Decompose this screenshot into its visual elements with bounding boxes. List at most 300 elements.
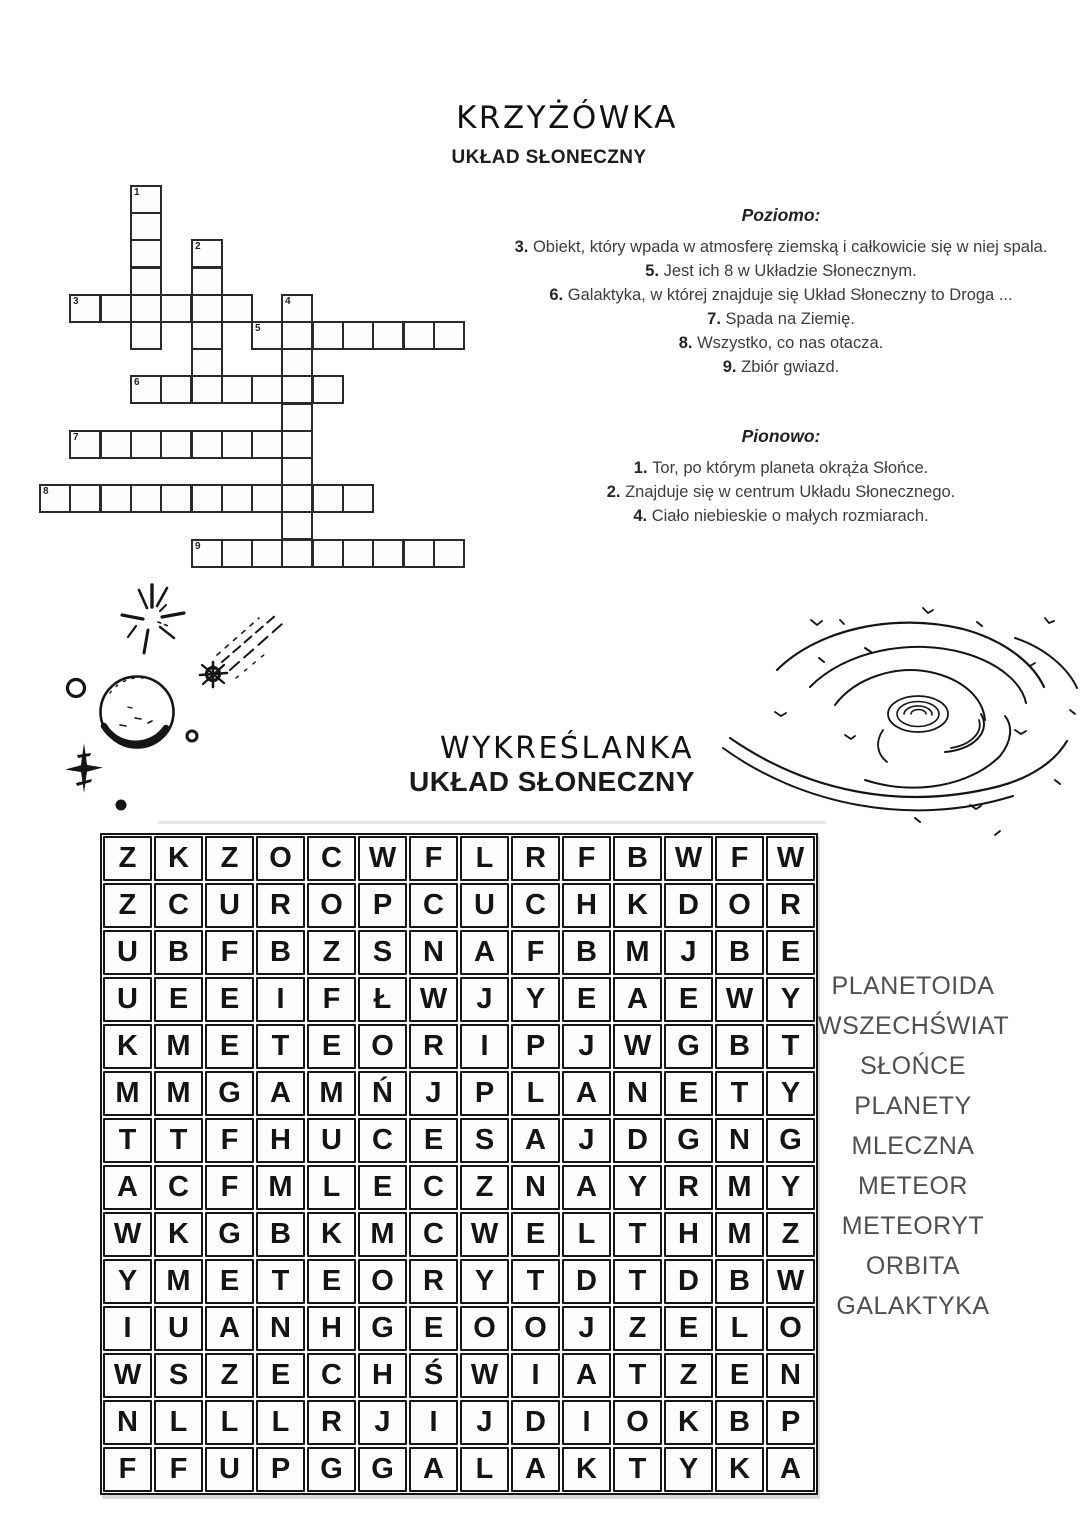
wordsearch-cell: L xyxy=(154,1400,203,1445)
wordsearch-cell: O xyxy=(613,1400,662,1445)
crossword-cell xyxy=(312,321,344,350)
wordsearch-cell: T xyxy=(613,1353,662,1398)
crossword-cell xyxy=(191,484,223,513)
wordsearch-cell: B xyxy=(613,836,662,881)
crossword-cell xyxy=(251,484,283,513)
wordsearch-cell: W xyxy=(103,1212,152,1257)
spiral-galaxy-icon xyxy=(723,608,1077,835)
wordsearch-word: WSZECHŚWIAT xyxy=(818,1012,1010,1040)
wordsearch-cell: Z xyxy=(103,883,152,928)
wordsearch-cell: T xyxy=(613,1259,662,1304)
clue-number: 8. xyxy=(678,334,698,352)
wordsearch-cell: S xyxy=(154,1353,203,1398)
wordsearch-cell: E xyxy=(766,930,815,975)
crossword-cell xyxy=(130,239,162,268)
wordsearch-cell: K xyxy=(307,1212,356,1257)
crossword-subtitle: UKŁAD SŁONECZNY xyxy=(451,147,647,168)
wordsearch-cell: O xyxy=(766,1306,815,1351)
wordsearch-cell: H xyxy=(307,1306,356,1351)
wordsearch-grid xyxy=(100,833,818,1495)
wordsearch-cell: N xyxy=(511,1165,560,1210)
wordsearch-cell: C xyxy=(409,1165,458,1210)
wordsearch-cell: I xyxy=(562,1400,611,1445)
crossword-cell xyxy=(130,321,162,350)
wordsearch-cell: A xyxy=(460,930,509,975)
wordsearch-cell: C xyxy=(409,1212,458,1257)
wordsearch-cell: M xyxy=(715,1212,764,1257)
wordsearch-cell: T xyxy=(613,1447,662,1492)
wordsearch-cell: F xyxy=(307,977,356,1022)
crossword-cell xyxy=(281,539,313,568)
wordsearch-cell: Y xyxy=(766,1165,815,1210)
crossword-cell xyxy=(191,539,223,568)
wordsearch-cell: J xyxy=(409,1071,458,1116)
comet-icon xyxy=(200,615,282,687)
wordsearch-cell: U xyxy=(460,883,509,928)
crossword-cell xyxy=(312,375,344,404)
crossword-cell xyxy=(372,539,404,568)
crossword-cell xyxy=(191,375,223,404)
crossword-cell xyxy=(130,185,162,214)
wordsearch-cell: U xyxy=(205,1447,254,1492)
wordsearch-cell: G xyxy=(664,1118,713,1163)
crossword-cell xyxy=(130,267,162,296)
wordsearch-cell: O xyxy=(307,883,356,928)
wordsearch-cell: P xyxy=(766,1400,815,1445)
wordsearch-cell: B xyxy=(256,1212,305,1257)
crossword-cell xyxy=(281,294,313,323)
wordsearch-cell: H xyxy=(562,883,611,928)
wordsearch-cell: U xyxy=(103,930,152,975)
wordsearch-cell: L xyxy=(562,1212,611,1257)
wordsearch-word: METEORYT xyxy=(841,1212,985,1240)
wordsearch-cell: Z xyxy=(460,1165,509,1210)
crossword-cell xyxy=(130,430,162,459)
wordsearch-title: WYKREŚLANKA xyxy=(439,731,695,766)
crossword-cell xyxy=(281,430,313,459)
wordsearch-cell: F xyxy=(205,1118,254,1163)
crossword-cell xyxy=(191,430,223,459)
clue-number: 9. xyxy=(722,358,742,376)
wordsearch-cell: G xyxy=(205,1071,254,1116)
crossword-cell-number: 3 xyxy=(73,296,79,307)
across-clue-list xyxy=(490,235,1072,379)
crossword-cell xyxy=(221,539,253,568)
wordsearch-cell: K xyxy=(103,1024,152,1069)
wordsearch-cell: Ń xyxy=(358,1071,407,1116)
clue-text: Spada na Ziemię. xyxy=(725,310,855,328)
wordsearch-cell: Y xyxy=(766,1071,815,1116)
wordsearch-cell: N xyxy=(613,1071,662,1116)
wordsearch-cell: W xyxy=(460,1212,509,1257)
crossword-cell-number: 9 xyxy=(195,541,201,552)
wordsearch-cell: L xyxy=(256,1400,305,1445)
wordsearch-cell: A xyxy=(562,1165,611,1210)
clue-number: 7. xyxy=(707,310,726,328)
wordsearch-cell: H xyxy=(358,1353,407,1398)
wordsearch-cell: N xyxy=(409,930,458,975)
wordsearch-cell: T xyxy=(256,1259,305,1304)
wordsearch-cell: T xyxy=(511,1259,560,1304)
wordsearch-cell: L xyxy=(205,1400,254,1445)
crossword-cell xyxy=(191,348,223,377)
clue-text: Obiekt, który wpada w atmosferę ziemską i całkowicie się w niej spala. xyxy=(532,238,1048,256)
across-clue xyxy=(490,259,1072,283)
wordsearch-word: PLANETOIDA xyxy=(831,972,995,1000)
wordsearch-cell: F xyxy=(562,836,611,881)
wordsearch-cell: Y xyxy=(664,1447,713,1492)
wordsearch-cell: J xyxy=(562,1024,611,1069)
wordsearch-cell: N xyxy=(766,1353,815,1398)
wordsearch-cell: F xyxy=(205,930,254,975)
crossword-cell xyxy=(100,430,132,459)
wordsearch-cell: D xyxy=(664,1259,713,1304)
wordsearch-cell: E xyxy=(664,1306,713,1351)
crossword-cell xyxy=(403,321,435,350)
wordsearch-cell: M xyxy=(154,1259,203,1304)
wordsearch-cell: B xyxy=(715,1024,764,1069)
crossword-cell xyxy=(191,321,223,350)
crossword-cell xyxy=(281,457,313,486)
wordsearch-cell: U xyxy=(307,1118,356,1163)
wordsearch-cell: D xyxy=(664,883,713,928)
wordsearch-cell: K xyxy=(154,1212,203,1257)
crossword-cell xyxy=(130,375,162,404)
wordsearch-cell: F xyxy=(511,930,560,975)
crossword-cell xyxy=(69,430,101,459)
crossword-cell xyxy=(130,484,162,513)
crossword-cell-number: 5 xyxy=(255,323,261,334)
wordsearch-cell: Z xyxy=(613,1306,662,1351)
wordsearch-cell: W xyxy=(358,836,407,881)
crossword-cell-number: 1 xyxy=(134,187,140,198)
wordsearch-cell: B xyxy=(715,930,764,975)
wordsearch-cell: I xyxy=(511,1353,560,1398)
wordsearch-cell: F xyxy=(103,1447,152,1492)
crossword-cell xyxy=(160,294,192,323)
wordsearch-cell: Y xyxy=(511,977,560,1022)
wordsearch-cell: C xyxy=(307,836,356,881)
wordsearch-cell: R xyxy=(409,1259,458,1304)
wordsearch-cell: M xyxy=(307,1071,356,1116)
wordsearch-cell: E xyxy=(256,1353,305,1398)
wordsearch-cell: W xyxy=(409,977,458,1022)
wordsearch-cell: L xyxy=(511,1071,560,1116)
wordsearch-cell: G xyxy=(358,1447,407,1492)
wordsearch-cell: T xyxy=(715,1071,764,1116)
wordsearch-cell: T xyxy=(103,1118,152,1163)
wordsearch-cell: W xyxy=(103,1353,152,1398)
wordsearch-cell: R xyxy=(256,883,305,928)
crossword-cell xyxy=(342,539,374,568)
crossword-cell xyxy=(403,539,435,568)
crossword-cell-number: 6 xyxy=(134,377,140,388)
wordsearch-cell: J xyxy=(562,1306,611,1351)
clue-text: Tor, po którym planeta okrąża Słońce. xyxy=(652,459,929,477)
down-clue-list xyxy=(490,456,1072,528)
wordsearch-cell: G xyxy=(766,1118,815,1163)
wordsearch-cell: Y xyxy=(103,1259,152,1304)
wordsearch-cell: M xyxy=(154,1071,203,1116)
crossword-cell xyxy=(372,321,404,350)
across-clue xyxy=(490,307,1072,331)
wordsearch-cell: J xyxy=(358,1400,407,1445)
wordsearch-cell: L xyxy=(460,1447,509,1492)
crossword-cell xyxy=(433,321,465,350)
down-clue xyxy=(490,504,1072,528)
wordsearch-cell: Z xyxy=(766,1212,815,1257)
wordsearch-cell: H xyxy=(664,1212,713,1257)
wordsearch-cell: B xyxy=(154,930,203,975)
wordsearch-word: ORBITA xyxy=(865,1252,961,1280)
wordsearch-cell: A xyxy=(562,1353,611,1398)
wordsearch-cell: G xyxy=(358,1306,407,1351)
crossword-cell xyxy=(251,430,283,459)
wordsearch-cell: R xyxy=(409,1024,458,1069)
wordsearch-cell: J xyxy=(460,1400,509,1445)
clue-text: Ciało niebieskie o małych rozmiarach. xyxy=(651,507,929,525)
crossword-cell xyxy=(312,539,344,568)
wordsearch-cell: W xyxy=(613,1024,662,1069)
wordsearch-cell: F xyxy=(154,1447,203,1492)
crossword-cell xyxy=(281,484,313,513)
wordsearch-cell: K xyxy=(613,883,662,928)
crossword-cell-number: 2 xyxy=(195,241,201,252)
crossword-cell-number: 8 xyxy=(43,486,49,497)
crossword-cell xyxy=(251,375,283,404)
wordsearch-cell: A xyxy=(766,1447,815,1492)
wordsearch-cell: B xyxy=(256,930,305,975)
crossword-cell xyxy=(281,403,313,432)
crossword-cell xyxy=(433,539,465,568)
wordsearch-cell: I xyxy=(460,1024,509,1069)
wordsearch-cell: K xyxy=(664,1400,713,1445)
down-clue xyxy=(490,456,1072,480)
crossword-cell xyxy=(191,294,223,323)
crossword-clues xyxy=(490,205,1072,528)
wordsearch-cell: F xyxy=(205,1165,254,1210)
wordsearch-cell: G xyxy=(205,1212,254,1257)
wordsearch-cell: E xyxy=(205,977,254,1022)
crossword-cell xyxy=(312,484,344,513)
clue-number: 3. xyxy=(514,238,533,256)
clue-text: Wszystko, co nas otacza. xyxy=(697,334,884,352)
across-clue xyxy=(490,235,1072,259)
wordsearch-cell: E xyxy=(664,977,713,1022)
wordsearch-cell: M xyxy=(154,1024,203,1069)
wordsearch-word: METEOR xyxy=(858,1172,968,1200)
crossword-cell xyxy=(130,212,162,241)
wordsearch-cell: M xyxy=(358,1212,407,1257)
wordsearch-cell: Z xyxy=(664,1353,713,1398)
wordsearch-cell: E xyxy=(664,1071,713,1116)
wordsearch-cell: W xyxy=(460,1353,509,1398)
wordsearch-cell: U xyxy=(205,883,254,928)
crossword-cell xyxy=(160,375,192,404)
wordsearch-cell: W xyxy=(715,977,764,1022)
across-heading: Poziomo: xyxy=(741,205,821,225)
clue-number: 4. xyxy=(633,507,652,525)
wordsearch-cell: I xyxy=(103,1306,152,1351)
wordsearch-cell: M xyxy=(103,1071,152,1116)
clue-text: Zbiór gwiazd. xyxy=(741,358,840,376)
wordsearch-cell: O xyxy=(715,883,764,928)
wordsearch-cell: M xyxy=(613,930,662,975)
wordsearch-cell: F xyxy=(715,836,764,881)
wordsearch-cell: A xyxy=(103,1165,152,1210)
crossword-grid xyxy=(39,185,469,575)
crossword-cell xyxy=(281,511,313,540)
down-heading: Pionowo: xyxy=(741,426,821,446)
crossword-cell xyxy=(281,375,313,404)
crossword-cell xyxy=(191,267,223,296)
across-clue xyxy=(490,331,1072,355)
wordsearch-cell: C xyxy=(358,1118,407,1163)
wordsearch-cell: A xyxy=(562,1071,611,1116)
wordsearch-cell: E xyxy=(205,1024,254,1069)
wordsearch-cell: A xyxy=(256,1071,305,1116)
wordsearch-cell: E xyxy=(409,1118,458,1163)
wordsearch-cell: C xyxy=(307,1353,356,1398)
wordsearch-cell: K xyxy=(715,1447,764,1492)
wordsearch-cell: R xyxy=(511,836,560,881)
wordsearch-cell: P xyxy=(511,1024,560,1069)
wordsearch-cell: G xyxy=(307,1447,356,1492)
wordsearch-cell: D xyxy=(511,1400,560,1445)
wordsearch-cell: O xyxy=(511,1306,560,1351)
wordsearch-cell: L xyxy=(460,836,509,881)
wordsearch-cell: E xyxy=(205,1259,254,1304)
wordsearch-word: MLECZNA xyxy=(851,1132,975,1160)
crossword-cell xyxy=(39,484,71,513)
wordsearch-cell: I xyxy=(256,977,305,1022)
wordsearch-cell: S xyxy=(358,930,407,975)
wordsearch-cell: W xyxy=(766,836,815,881)
wordsearch-cell: O xyxy=(460,1306,509,1351)
wordsearch-cell: E xyxy=(358,1165,407,1210)
wordsearch-cell: K xyxy=(154,836,203,881)
clue-number: 2. xyxy=(606,483,626,501)
crossword-cell-number: 7 xyxy=(73,432,79,443)
wordsearch-cell: M xyxy=(715,1165,764,1210)
wordsearch-cell: T xyxy=(154,1118,203,1163)
galaxy-doodle xyxy=(715,590,1080,840)
wordsearch-cell: N xyxy=(103,1400,152,1445)
wordsearch-cell: E xyxy=(511,1212,560,1257)
wordsearch-cell: L xyxy=(307,1165,356,1210)
clue-text: Znajduje się w centrum Układu Słonecznego. xyxy=(625,483,956,501)
wordsearch-cell: R xyxy=(307,1400,356,1445)
crossword-cell xyxy=(281,321,313,350)
crossword-cell xyxy=(251,321,283,350)
wordsearch-cell: I xyxy=(409,1400,458,1445)
wordsearch-cell: E xyxy=(307,1259,356,1304)
wordsearch-cell: G xyxy=(664,1024,713,1069)
wordsearch-cell: Y xyxy=(460,1259,509,1304)
wordsearch-cell: R xyxy=(766,883,815,928)
wordsearch-cell: A xyxy=(511,1447,560,1492)
wordsearch-cell: C xyxy=(409,883,458,928)
clue-text: Galaktyka, w której znajduje się Układ Słoneczny to Droga ... xyxy=(567,286,1013,304)
wordsearch-cell: T xyxy=(766,1024,815,1069)
across-clue xyxy=(490,283,1072,307)
crossword-cell xyxy=(160,484,192,513)
wordsearch-cell: A xyxy=(205,1306,254,1351)
wordsearch-cell: D xyxy=(613,1118,662,1163)
wordsearch-cell: N xyxy=(715,1118,764,1163)
wordsearch-cell: E xyxy=(307,1024,356,1069)
wordsearch-cell: J xyxy=(664,930,713,975)
wordsearch-cell: A xyxy=(613,977,662,1022)
wordsearch-cell: Z xyxy=(103,836,152,881)
wordsearch-cell: R xyxy=(664,1165,713,1210)
clue-number: 5. xyxy=(645,262,664,280)
wordsearch-cell: L xyxy=(715,1306,764,1351)
wordsearch-cell: Y xyxy=(613,1165,662,1210)
crossword-cell xyxy=(342,484,374,513)
crossword-cell xyxy=(130,294,162,323)
wordsearch-cell: Z xyxy=(205,836,254,881)
wordsearch-word: PLANETY xyxy=(854,1092,972,1120)
wordsearch-word-list xyxy=(818,966,1008,1326)
crossword-cell xyxy=(342,321,374,350)
crossword-cell xyxy=(221,375,253,404)
crossword-cell xyxy=(100,484,132,513)
crossword-title: KRZYŻÓWKA xyxy=(456,100,678,136)
wordsearch-cell: B xyxy=(715,1400,764,1445)
wordsearch-cell: E xyxy=(154,977,203,1022)
wordsearch-cell: W xyxy=(766,1259,815,1304)
crossword-cell xyxy=(69,294,101,323)
crossword-cell xyxy=(221,294,253,323)
wordsearch-cell: K xyxy=(562,1447,611,1492)
crossword-cell xyxy=(221,430,253,459)
wordsearch-cell: O xyxy=(256,836,305,881)
wordsearch-cell: J xyxy=(562,1118,611,1163)
wordsearch-subtitle: UKŁAD SŁONECZNY xyxy=(409,766,695,797)
wordsearch-cell: P xyxy=(358,883,407,928)
wordsearch-cell: E xyxy=(715,1353,764,1398)
wordsearch-cell: Y xyxy=(766,977,815,1022)
wordsearch-cell: S xyxy=(460,1118,509,1163)
wordsearch-cell: F xyxy=(409,836,458,881)
wordsearch-cell: A xyxy=(511,1118,560,1163)
wordsearch-cell: C xyxy=(511,883,560,928)
wordsearch-cell: D xyxy=(562,1259,611,1304)
wordsearch-cell: U xyxy=(154,1306,203,1351)
wordsearch-cell: W xyxy=(664,836,713,881)
wordsearch-cell: P xyxy=(460,1071,509,1116)
starburst-icon xyxy=(122,585,184,653)
wordsearch-cell: P xyxy=(256,1447,305,1492)
wordsearch-cell: T xyxy=(613,1212,662,1257)
wordsearch-cell: O xyxy=(358,1259,407,1304)
crossword-cell xyxy=(100,294,132,323)
clue-number: 6. xyxy=(549,286,568,304)
crossword-cell xyxy=(251,539,283,568)
wordsearch-cell: Z xyxy=(307,930,356,975)
crossword-cell xyxy=(221,484,253,513)
across-clue xyxy=(490,355,1072,379)
wordsearch-cell: Ł xyxy=(358,977,407,1022)
clue-number: 1. xyxy=(633,459,653,477)
crossword-cell-number: 4 xyxy=(285,296,291,307)
wordsearch-cell: E xyxy=(409,1306,458,1351)
wordsearch-cell: A xyxy=(409,1447,458,1492)
crossword-cell xyxy=(69,484,101,513)
wordsearch-cell: Z xyxy=(205,1353,254,1398)
wordsearch-cell: T xyxy=(256,1024,305,1069)
